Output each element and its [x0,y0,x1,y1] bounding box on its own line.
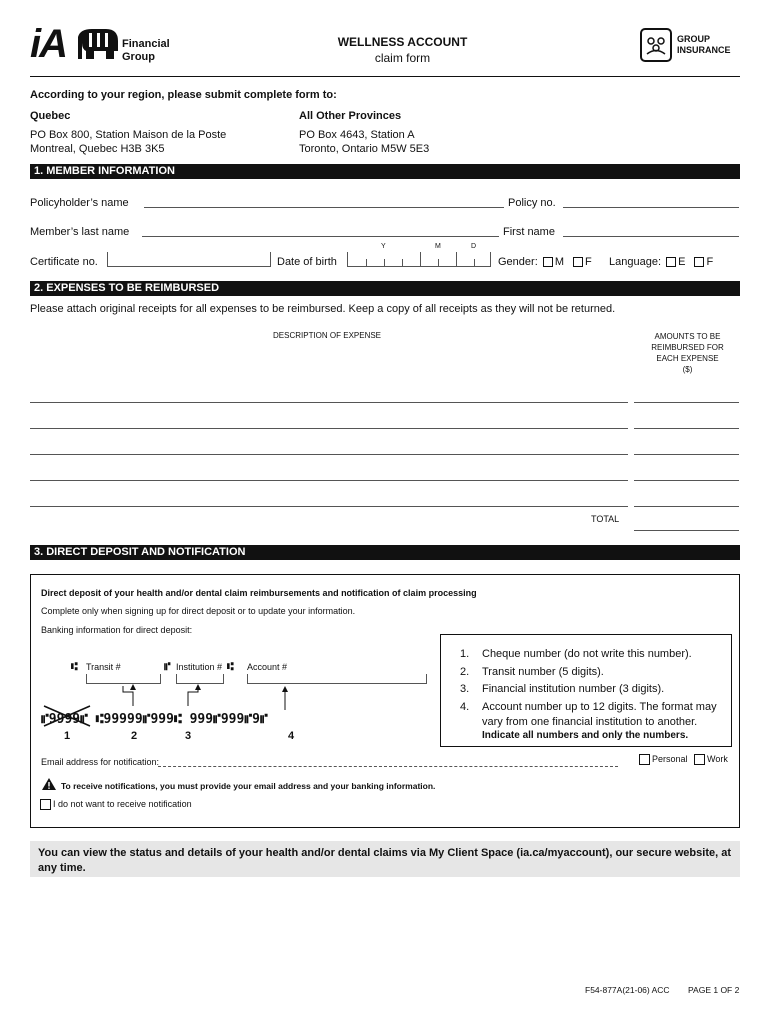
other-address-2: Toronto, Ontario M5W 5E3 [299,143,430,155]
personal-label: Personal [652,754,688,764]
marker-1: 1 [64,730,71,742]
legend-text: Financial institution number (3 digits). [482,683,665,695]
quebec-title: Quebec [30,110,71,122]
dob-separator [456,252,457,266]
group-line-1: GROUP [677,34,711,44]
quebec-address-1: PO Box 800, Station Maison de la Poste [30,129,227,141]
gender-label: Gender: [498,256,538,268]
personal-checkbox[interactable] [639,754,650,765]
micr-symbol-icon: ⑆ [227,660,234,673]
transit-field[interactable] [86,674,161,684]
language-f-label: F [706,256,714,268]
page-number: PAGE 1 OF 2 [688,985,740,995]
dob-tick [474,259,475,266]
legend-text-continued: vary from one financial institution to another. [482,716,698,728]
language-label: Language: [609,256,661,268]
legend-item [460,699,730,717]
quebec-address-2: Montreal, Quebec H3B 3K5 [30,143,165,155]
marker-4: 4 [288,730,295,742]
legend-bold-note: Indicate all numbers and only the numbers. [482,730,689,741]
language-e-label: E [678,256,686,268]
amount-header-line-4: ($) [682,365,693,374]
legend-text: Transit number (5 digits). [482,665,604,678]
last-name-field[interactable] [142,236,499,237]
expense-description-field[interactable] [30,506,628,507]
gender-f-label: F [585,256,592,268]
gender-m-label: M [554,256,564,268]
language-group [609,255,713,269]
amount-header [635,331,740,375]
work-checkbox[interactable] [694,754,705,765]
expenses-instruction: Please attach original receipts for all expenses to be reimbursed. Keep a copy of all receipts as they will not be returned. [30,303,616,315]
legend-number: 4. [460,700,470,713]
gender-group [498,255,592,269]
section-member-info-header: 1. MEMBER INFORMATION [30,164,740,179]
total-amount-field[interactable] [634,530,739,531]
expense-amount-field[interactable] [634,454,739,455]
email-label: Email address for notification: [41,757,160,767]
micr-symbol-icon: ⑆ [71,660,78,673]
expense-description-field[interactable] [30,480,628,481]
certificate-field[interactable] [107,252,271,267]
first-name-field[interactable] [563,236,739,237]
dob-tick [366,259,367,266]
dob-m-label: M [435,243,441,250]
banking-info-label: Banking information for direct deposit: [41,625,193,635]
legend-item [460,681,730,699]
deposit-heading: Direct deposit of your health and/or dental claim reimbursements and notification of claim processing [41,588,477,598]
email-field[interactable] [158,766,618,767]
first-name-label: First name [503,226,555,238]
policyholder-field[interactable] [144,207,504,208]
language-f-checkbox[interactable] [694,257,704,267]
no-notification-label: I do not want to receive notification [53,799,192,809]
gender-f-checkbox[interactable] [573,257,583,267]
amount-header-line-2: REIMBURSED FOR [651,343,724,352]
legend-text: Account number up to 12 digits. The format may [482,700,717,713]
legend-item [460,664,730,682]
marker-2: 2 [131,730,138,742]
section-direct-deposit-header: 3. DIRECT DEPOSIT AND NOTIFICATION [30,545,740,560]
personal-option [637,754,688,765]
policy-no-label: Policy no. [508,197,556,209]
title-line-2: claim form [374,51,431,65]
expense-amount-field[interactable] [634,428,739,429]
legend-number: 2. [460,665,470,678]
logo-line-2: Group [122,51,155,63]
expense-description-field[interactable] [30,454,628,455]
no-notification-option [40,799,192,810]
address-intro: According to your region, please submit complete form to: [30,89,337,101]
group-insurance-icon [640,28,672,62]
expense-amount-field[interactable] [634,480,739,481]
ia-logo: iA [30,22,66,66]
dob-tick [402,259,403,266]
arrows-icon [110,684,230,714]
policy-no-field[interactable] [563,207,739,208]
logo-wordmark [122,38,170,64]
micr-symbol-icon: ⑈ [164,660,171,673]
legend-item [460,646,730,664]
dob-field[interactable] [347,252,491,267]
account-field[interactable] [247,674,427,684]
group-insurance-label [677,34,731,56]
no-notification-checkbox[interactable] [40,799,51,810]
marker-3: 3 [185,730,192,742]
title-line-1: WELLNESS ACCOUNT [337,35,468,49]
policyholder-label: Policyholder’s name [30,197,129,209]
elephant-logo-icon [74,27,120,61]
warning-text: To receive notifications, you must provide your email address and your banking information. [61,781,436,791]
language-e-checkbox[interactable] [666,257,676,267]
dob-label: Date of birth [277,256,337,268]
expense-amount-field[interactable] [634,506,739,507]
work-option [692,754,728,765]
amount-header-line-3: EACH EXPENSE [656,354,719,363]
legend-text: Cheque number (do not write this number). [482,648,692,660]
dob-y-label: Y [381,243,386,250]
account-label: Account # [247,662,288,672]
dob-tick [384,259,385,266]
form-title [300,34,505,66]
work-label: Work [707,754,728,764]
description-header: DESCRIPTION OF EXPENSE [273,331,382,340]
expense-description-field[interactable] [30,402,628,403]
legend-number: 1. [460,648,470,660]
cross-out-icon [42,704,92,728]
my-client-space-note: You can view the status and details of your health and/or dental claims via My Client Space (ia.ca/myaccount), our secure website, at any time. [30,841,740,877]
section-expenses-header: 2. EXPENSES TO BE REIMBURSED [30,281,740,296]
cheque-sample: ⑈9999⑈ ⑆99999⑈999⑆ 999⑈999⑈9⑈ [41,712,268,727]
total-label: TOTAL [591,514,620,524]
numbered-legend [460,646,730,743]
last-name-label: Member’s last name [30,226,130,238]
legend-number: 3. [460,683,470,695]
amount-header-line-1: AMOUNTS TO BE [654,332,721,341]
logo-line-1: Financial [122,38,170,50]
deposit-complete-only: Complete only when signing up for direct deposit or to update your information. [41,606,356,616]
gender-m-checkbox[interactable] [543,257,553,267]
other-provinces-title: All Other Provinces [299,110,402,122]
transit-label: Transit # [86,662,121,672]
dob-d-label: D [471,243,477,250]
institution-label: Institution # [176,662,223,672]
dob-separator [420,252,421,266]
group-line-2: INSURANCE [677,45,731,55]
expense-description-field[interactable] [30,428,628,429]
institution-field[interactable] [176,674,224,684]
expense-amount-field[interactable] [634,402,739,403]
other-address-1: PO Box 4643, Station A [299,129,415,141]
certificate-label: Certificate no. [30,256,98,268]
dob-tick [438,259,439,266]
arrow-icon [270,686,300,714]
form-code: F54-877A(21-06) ACC [585,985,670,995]
header-divider [30,76,740,77]
warning-icon [42,778,56,790]
